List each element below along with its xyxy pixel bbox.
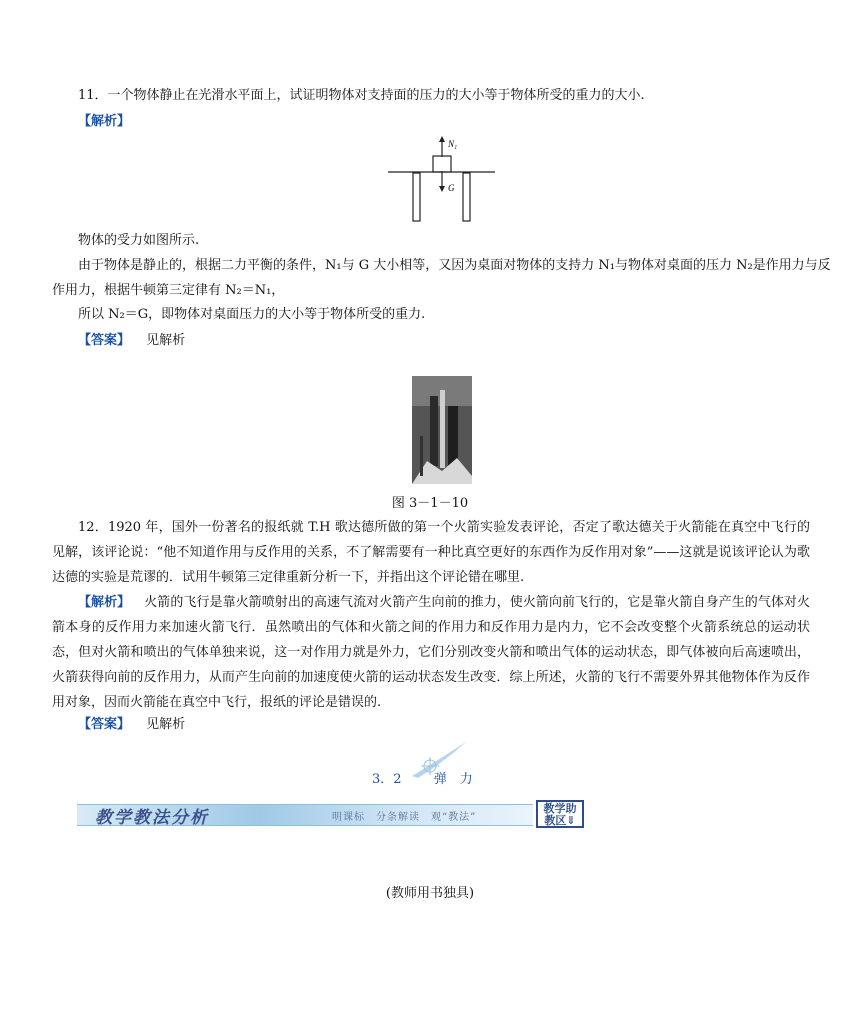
- n1-label: N₁: [448, 139, 458, 149]
- q12-question: 12．1920 年，国外一份著名的报纸就 T.H 歌达德所做的第一个火箭实验发表评论，否定了歌达德关于火箭能在真空中飞行的见解，该评论说：“他不知道作用与反作用的关系，不了解需要有一种比真空更好的东西作为反作用对象”——这就是说该评论认为歌达德的实验是荒谬的．试用牛顿第三定律重新分析一下，并指出这个评论错在哪里.: [52, 520, 810, 585]
- q12-analysis: [52, 590, 810, 715]
- rocket-photo: [412, 376, 472, 484]
- teaching-banner: [77, 800, 587, 828]
- badge-line1: 教学助: [543, 802, 577, 815]
- g-label: G: [448, 183, 455, 193]
- q12-analysis-tag: 【解析】: [78, 595, 131, 610]
- force-diagram: [385, 135, 500, 225]
- teaching-aid-button[interactable]: [536, 800, 584, 828]
- q12-answer-text: 见解析: [146, 717, 186, 732]
- q11-answer-text: 见解析: [146, 333, 186, 348]
- q11-question: 11．一个物体静止在光滑水平面上，试证明物体对支持面的压力的大小等于物体所受的重力的大小.: [78, 88, 645, 103]
- section-number: 3．2: [372, 772, 402, 787]
- teacher-edition-note: (教师用书独具): [385, 886, 475, 901]
- banner-subtitle: 明课标 分条解读 观“教法”: [332, 812, 477, 823]
- q11-answer: [78, 332, 185, 350]
- q11-analysis-tag: 【解析】: [78, 114, 131, 129]
- q11-line3: 作用力，根据牛顿第三定律有 N₂＝N₁，: [52, 283, 285, 298]
- banner-title: 教学教法分析: [95, 808, 209, 828]
- q11-answer-tag: 【答案】: [78, 333, 131, 348]
- section-heading: [372, 768, 473, 787]
- block-object: [433, 156, 451, 172]
- q12-analysis-text: 火箭的飞行是靠火箭喷射出的高速气流对火箭产生向前的推力，使火箭向前飞行的，它是靠火箭自身产生的气体对火箭本身的反作用力来加速火箭飞行．虽然喷出的气体和火箭之间的作用力和反作用力是内力，它不会改变整个火箭系统总的运动状态，但对火箭和喷出的气体单独来说，这一对作用力就是外力，它们分别改变火箭和喷出气体的运动状态，即气体被向后高速喷出，火箭获得向前的反作用力，从而产生向前的加速度使火箭的运动状态发生改变．综上所述，火箭的飞行不需要外界其他物体作为反作用对象，因而火箭能在真空中飞行，报纸的评论是错误的.: [52, 595, 810, 710]
- badge-line2: 教区⇓: [544, 814, 576, 827]
- section-title: 弹 力: [433, 772, 473, 787]
- rocket-illustration: [412, 376, 472, 484]
- q11-line1: 物体的受力如图所示.: [78, 233, 200, 248]
- q11-line4: 所以 N₂＝G，即物体对桌面压力的大小等于物体所受的重力.: [78, 307, 426, 322]
- q11-line2: 由于物体是静止的，根据二力平衡的条件，N₁与 G 大小相等，又因为桌面对物体的支持力 N₁与物体对桌面的压力 N₂是作用力与反: [78, 258, 831, 273]
- figure-caption: 图 3－1－10: [391, 496, 469, 511]
- q12-answer-tag: 【答案】: [78, 717, 131, 732]
- table-leg-left: [413, 173, 420, 221]
- table-leg-right: [463, 173, 470, 221]
- q12-answer: [78, 716, 185, 734]
